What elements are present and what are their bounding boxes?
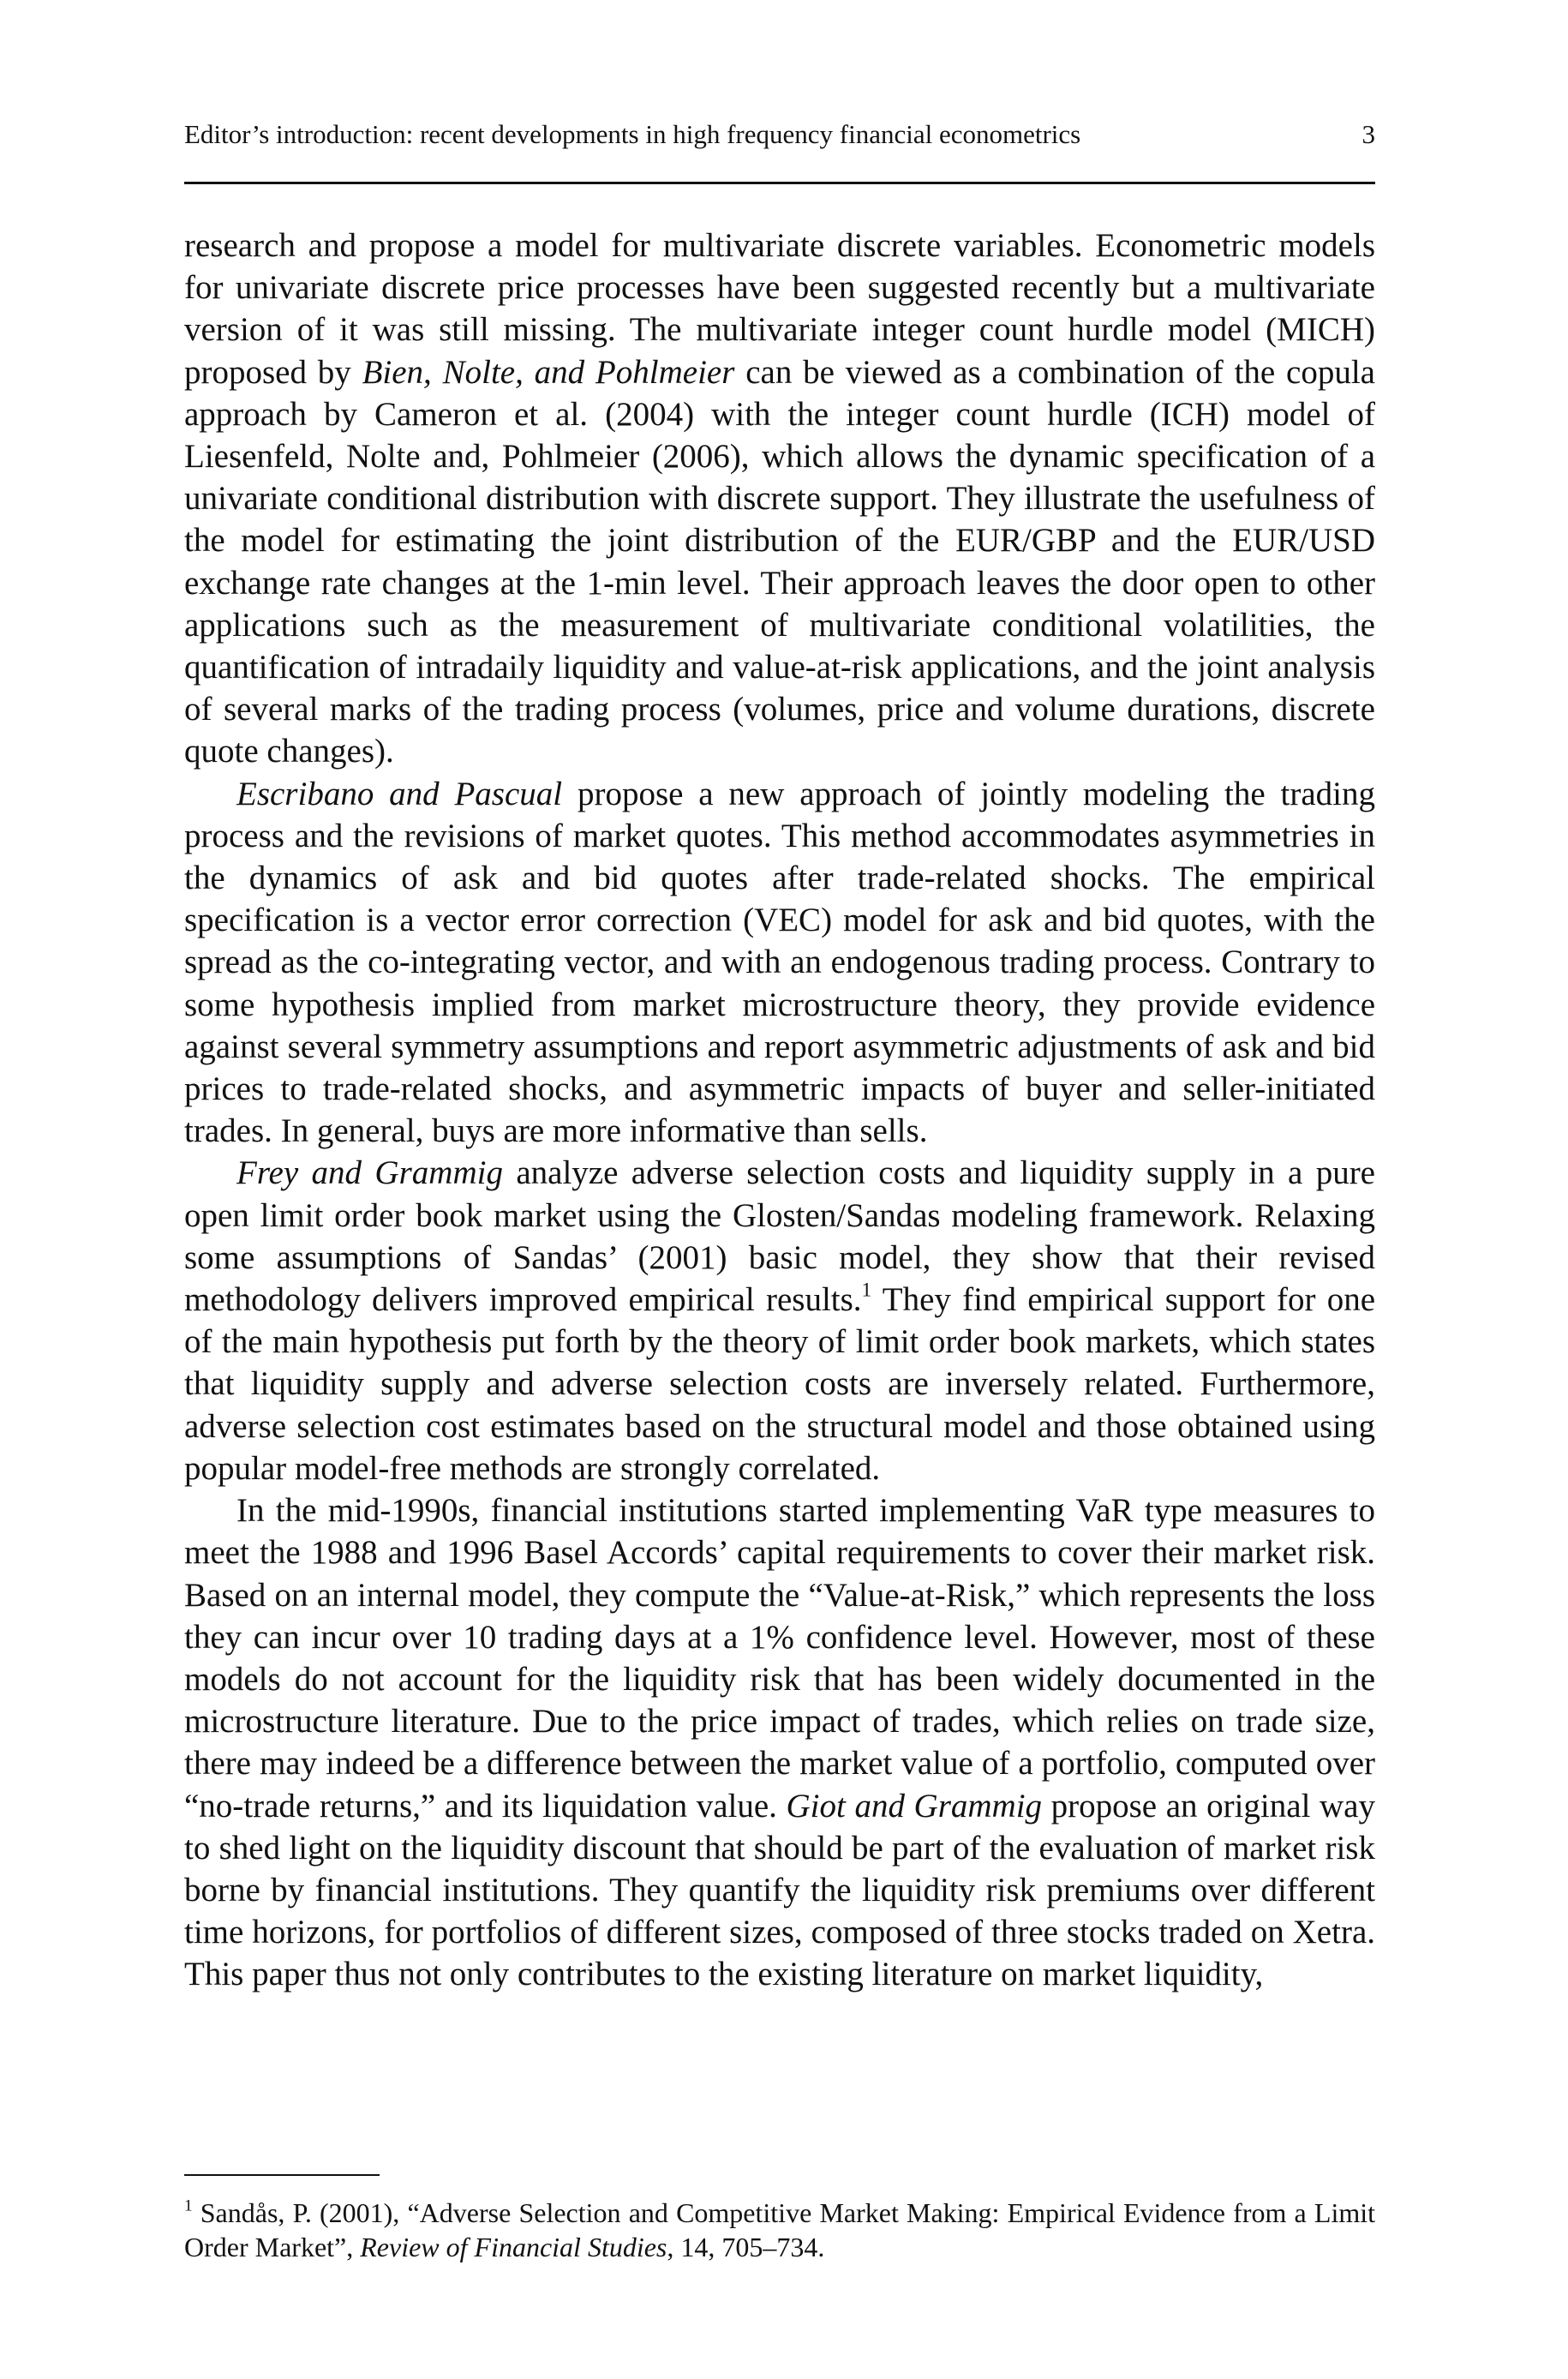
- footnote: $^1$ Sandås, P. (2001), “Adverse Selection and Competitive Market Making: Empirical Evidence from a Limit Order Market”, Review of Financial Studies, 14, 705–734.: [184, 2196, 1375, 2262]
- header-rule: [184, 182, 1375, 184]
- author-names: Escribano and Pascual: [236, 775, 563, 812]
- body-text: [184, 225, 1375, 1996]
- footnote-reference[interactable]: 1: [861, 1279, 872, 1302]
- footnote-number: 1: [184, 2196, 193, 2215]
- author-names: Bien, Nolte, and Pohlmeier: [362, 353, 735, 391]
- journal-title: Review of Financial Studies: [360, 2232, 667, 2262]
- paragraph-4: In the mid-1990s, financial institutions started implementing VaR type measures to meet the 1988 and 1996 Basel Accords’ capital requirements to cover their market risk. Based on an internal model, they compute the “Value-at-Risk,” which represents the loss they can incur over 10 trading days at a 1% confidence level. However, most of these models do not account for the liquidity risk that has been widely documented in the microstructure literature. Due to the price impact of trades, which relies on trade size, there may indeed be a difference between the market value of a portfolio, computed over “no-trade returns,” and its liquidation value. Giot and Grammig propose an original way to shed light on the liquidity discount that should be part of the evaluation of market risk borne by financial institutions. They quantify the liquidity risk premiums over different time horizons, for portfolios of different sizes, composed of three stocks traded on Xetra. This paper thus not only contributes to the existing literature on market liquidity,: [184, 1492, 1375, 1993]
- author-names: Frey and Grammig: [236, 1154, 503, 1192]
- page-number: 3: [1362, 119, 1375, 149]
- footnote-rule: [184, 2174, 380, 2176]
- paragraph-1: research and propose a model for multivariate discrete variables. Econometric models for univariate discrete price processes have been suggested recently but a multivariate version of it was still missing. The multivariate integer count hurdle model (MICH) proposed by Bien, Nolte, and Pohlmeier can be viewed as a combination of the copula approach by Cameron et al. (2004) with the integer count hurdle (ICH) model of Liesenfeld, Nolte and, Pohlmeier (2006), which allows the dynamic specification of a univariate conditional distribution with discrete support. They illustrate the usefulness of the model for estimating the joint distribution of the EUR/GBP and the EUR/USD exchange rate changes at the 1-min level. Their approach leaves the door open to other applications such as the measurement of multivariate conditional volatilities, the quantification of intradaily liquidity and value-at-risk applications, and the joint analysis of several marks of the trading process (volumes, price and volume durations, discrete quote changes).: [184, 227, 1375, 770]
- paragraph-2: Escribano and Pascual propose a new approach of jointly modeling the trading process and the revisions of market quotes. This method accommodates asymmetries in the dynamics of ask and bid quotes after trade-related shocks. The empirical specification is a vector error correction (VEC) model for ask and bid quotes, with the spread as the co-integrating vector, and with an endogenous trading process. Contrary to some hypothesis implied from market microstructure theory, they provide evidence against several symmetry assumptions and report asymmetric adjustments of ask and bid prices to trade-related shocks, and asymmetric impacts of buyer and seller-initiated trades. In general, buys are more informative than sells.: [184, 775, 1376, 1150]
- author-names: Giot and Grammig: [786, 1787, 1043, 1825]
- running-header: [184, 118, 1375, 151]
- running-title: Editor’s introduction: recent developments in high frequency financial econometrics: [184, 119, 1081, 149]
- paragraph-3: Frey and Grammig analyze adverse selection costs and liquidity supply in a pure open limit order book market using the Glosten/Sandas modeling framework. Relaxing some assumptions of Sandas’ (2001) basic model, they show that their revised methodology delivers improved empirical results.$^1$ They find empirical support for one of the main hypothesis put forth by the theory of limit order book markets, which states that liquidity supply and adverse selection costs are inversely related. Furthermore, adverse selection cost estimates based on the structural model and those obtained using popular model-free methods are strongly correlated.: [184, 1154, 1375, 1487]
